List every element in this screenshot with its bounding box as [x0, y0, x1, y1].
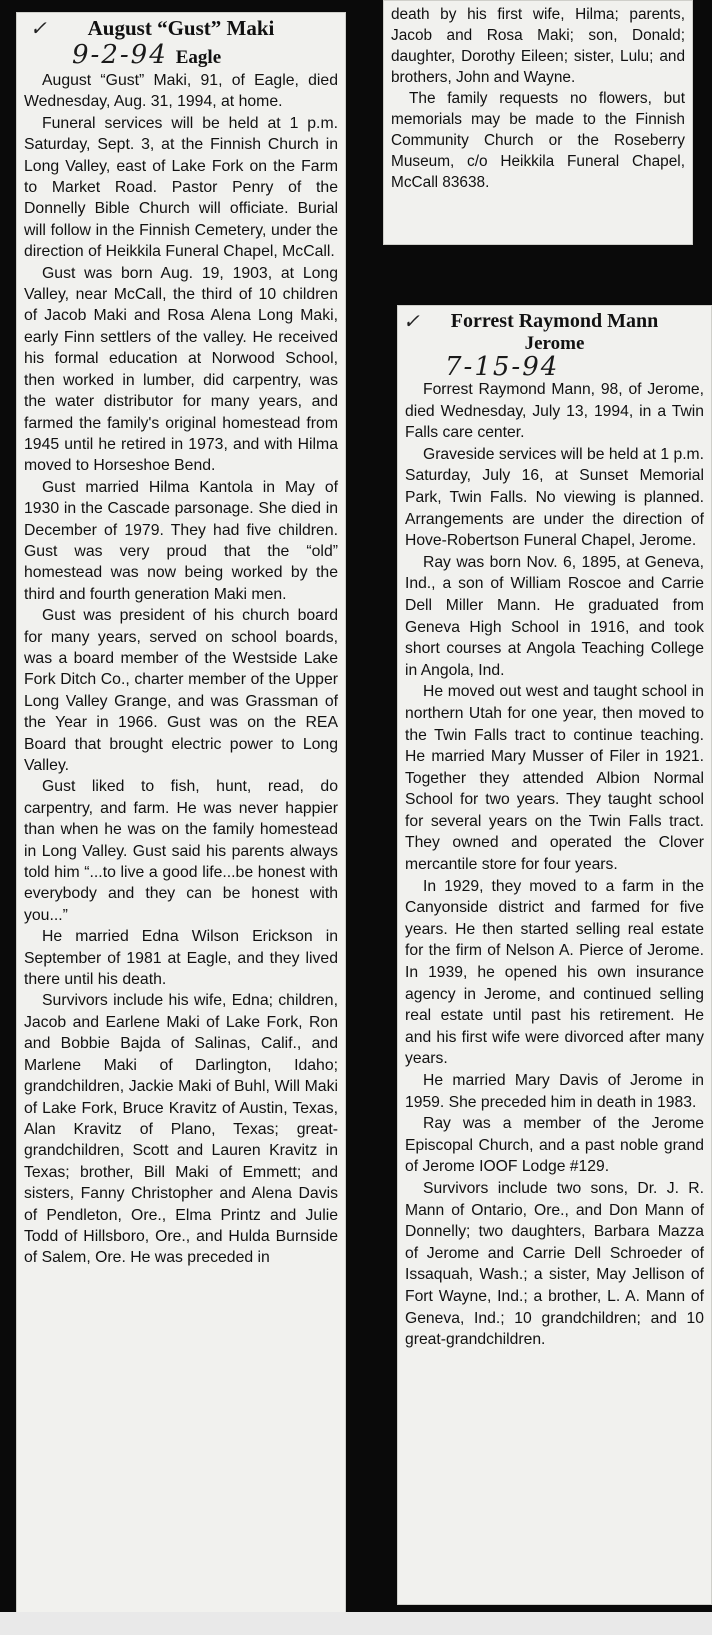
mann-obituary-clipping	[397, 305, 712, 1605]
maki-paragraph: Gust was president of his church board for many years, served on school boards, was a board member of the Westside Lake Fork Ditch Co., charter member of the Upper Long Valley Grange, and was Grassman of the Year in 1966. Gust was on the REA Board that brought electric power to Long Valley.	[24, 607, 338, 774]
mann-paragraph: Ray was a member of the Jerome Episcopal Church, and a past noble grand of Jerome IOOF Lodge #129.	[405, 1115, 704, 1176]
checkmark-icon: ✓	[403, 309, 420, 333]
checkmark-icon: ✓	[30, 16, 47, 40]
maki-body	[24, 70, 338, 1269]
mann-paragraph: He moved out west and taught school in northern Utah for one year, then moved to the Twin Falls tract to continue teaching. He married Mary Musser of Filer in 1921. Together they attended Albion Normal School for two years. They taught school for several years on the Twin Falls tract. They owned and operated the Clover mercantile store for four years.	[405, 683, 704, 874]
mann-paragraph: Graveside services will be held at 1 p.m. Saturday, July 16, at Sunset Memorial Park, Twin Falls. No viewing is planned. Arrangements are under the direction of Hove-Robertson Funeral Chapel, Jerome.	[405, 445, 704, 550]
maki-continuation-paragraph: death by his first wife, Hilma; parents, Jacob and Rosa Maki; son, Donald; daughter, Dorothy Eileen; sister, Lulu; and brothers, John and Wayne.	[391, 6, 685, 86]
maki-continuation-paragraph: The family requests no flowers, but memorials may be made to the Finnish Community Church or the Roseberry Museum, c/o Heikkila Funeral Chapel, McCall 83638.	[391, 90, 685, 191]
maki-handwritten-date: 9-2-94	[72, 40, 168, 70]
maki-headline: August “Gust” Maki	[87, 16, 275, 40]
maki-paragraph: He married Edna Wilson Erickson in September of 1981 at Eagle, and they lived there until his death.	[24, 928, 338, 989]
maki-obituary-clipping	[16, 12, 346, 1634]
maki-continuation-body	[391, 4, 685, 193]
mann-handwritten-date: 7-15-94	[445, 352, 560, 382]
mann-paragraph: Ray was born Nov. 6, 1895, at Geneva, Ind., a son of William Roscoe and Carrie Dell Miller Mann. He graduated from Geneva High School in 1916, and took short courses at Angola Teaching College in Angola, Ind.	[405, 553, 704, 679]
mann-body	[405, 379, 704, 1351]
mann-paragraph: Forrest Raymond Mann, 98, of Jerome, died Wednesday, July 13, 1994, in a Twin Falls care center.	[405, 381, 704, 442]
maki-place: Eagle	[175, 47, 222, 68]
mann-headline: Forrest Raymond Mann	[450, 310, 659, 332]
maki-paragraph: August “Gust” Maki, 91, of Eagle, died Wednesday, Aug. 31, 1994, at home.	[24, 72, 338, 111]
maki-paragraph: Gust married Hilma Kantola in May of 1930 in the Cascade parsonage. She died in December of 1979. They had five children. Gust was very proud that the “old” homestead was now being worked by the third and fourth generation Maki men.	[24, 478, 338, 603]
mann-paragraph: Survivors include two sons, Dr. J. R. Mann of Ontario, Ore., and Don Mann of Donnelly; two daughters, Barbara Mazza of Jerome and Carrie Dell Schroeder of Issaquah, Wash.; a sister, May Jellison of Fort Wayne, Ind.; a brother, L. A. Mann of Geneva, Ind.; 10 grandchildren; and 10 great-grandchildren.	[405, 1179, 704, 1349]
mann-place: Jerome	[524, 333, 585, 354]
maki-continuation-clipping	[383, 0, 693, 245]
maki-paragraph: Gust was born Aug. 19, 1903, at Long Valley, near McCall, the third of 10 children of Jacob Maki and Rosa Alena Long Maki, early Finn settlers of the valley. He received his formal education at Norwood School, then worked in lumber, did carpentry, was the water distributor for many years, and farmed the family's original homestead from 1945 until he retired in 1973, and with Hilma moved to Horseshoe Bend.	[24, 264, 338, 475]
maki-paragraph: Funeral services will be held at 1 p.m. Saturday, Sept. 3, at the Finnish Church in Long Valley, east of Lake Fork on the Farm to Market Road. Pastor Penry of the Donnelly Bible Church will officiate. Burial will follow in the Finnish Cemetery, under the direction of Heikkila Funeral Chapel, McCall.	[24, 114, 338, 261]
maki-paragraph: Gust liked to fish, hunt, read, do carpentry, and farm. He was never happier than when he was on the family homestead in Long Valley. Gust said his parents always told him “...to live a good life...be honest with everybody and they can be honest with you...”	[24, 778, 338, 924]
mann-paragraph: In 1929, they moved to a farm in the Canyonside district and farmed for five years. He then started selling real estate for the firm of Nelson A. Pierce of Jerome. In 1939, he opened his own insurance agency in Jerome, and continued selling real estate until past his retirement. He and his first wife were divorced after many years.	[405, 877, 704, 1068]
scan-bottom-margin	[0, 1612, 712, 1635]
mann-paragraph: He married Mary Davis of Jerome in 1959. She preceded him in death in 1983.	[405, 1072, 704, 1111]
maki-paragraph: Survivors include his wife, Edna; children, Jacob and Earlene Maki of Lake Fork, Ron and Bobbie Bajda of Salinas, Calif., and Marlene Maki of Darlington, Idaho; grandchildren, Jackie Maki of Buhl, Will Maki of Lake Fork, Bruce Kravitz of Austin, Texas, Alan Kravitz of Plano, Texas; great-grandchildren, Scott and Lauren Kravitz in Texas; brother, Bill Maki of Emmett; and sisters, Fanny Christopher and Alena Davis of Pendleton, Ore., Elma Printz and Julie Todd of Hillsboro, Ore., and Hulda Burnside of Salem, Ore. He was preceded in	[24, 992, 338, 1267]
